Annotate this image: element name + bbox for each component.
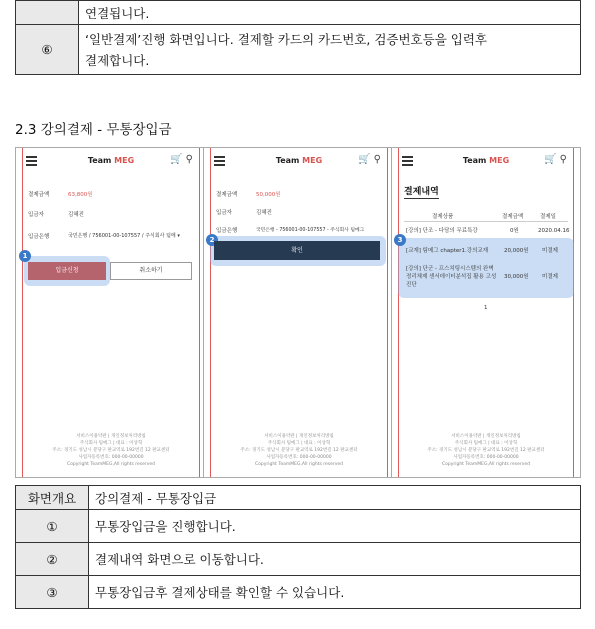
footer-copyright: Copyright TeamMEG,All rights reserved [254,462,344,467]
footer-company: 주식회사 팀메그 | 대표 : 이상혁 [79,441,143,446]
app-header [26,154,196,168]
col-amount: 결제금액 [502,214,524,220]
col-date: 결제일 [540,214,556,220]
logo: Team MEG [462,156,510,165]
col-product: 결제상품 [432,214,454,220]
row-3-product[interactable]: [강의] 단군 - 프스치팅시스템의 완벽정리체제 센서데이터분석집 활용 고성진단 [406,266,497,288]
cart-user-icons[interactable]: 🛒⚲ [358,154,384,165]
footer-copyright: Copyright TeamMEG,All rights reserved [66,462,156,467]
footer-links: 서비스이용약관 | 개인정보처리방침 [451,434,521,439]
logo: Team MEG [275,156,323,165]
desc-text-2: 결제내역 화면으로 이동합니다. [89,543,581,576]
amount-label: 결제금액 [28,192,50,198]
cart-user-icons[interactable]: 🛒⚲ [170,154,196,165]
footer-links: 서비스이용약관 | 개인정보처리방침 [264,434,334,439]
red-guide-line [199,148,200,477]
depositor-label: 입금자 [28,212,44,218]
footer-address: 주소: 경기도 성남시 분당구 판교역로 192번길 12 판교센터 [427,448,545,453]
amount-label: 결제금액 [216,192,238,198]
app-header [214,154,384,168]
footer-company: 주식회사 팀메그 | 대표 : 이상혁 [454,441,518,446]
row-2-product[interactable]: [교재] 팀메그 chapter1.강의교재 [406,248,489,254]
footer-bizno: 사업자등록번호: 000-00-00000 [453,455,519,460]
depositor-value: 김혜진 [256,210,272,216]
footer-bizno: 사업자등록번호: 000-00-00000 [78,455,144,460]
footer-copyright: Copyright TeamMEG,All rights reserved [441,462,531,467]
page-title: 결제내역 [404,184,439,199]
row2-num: ⑥ [16,25,79,75]
footer [392,433,580,468]
cart-user-icons[interactable]: 🛒⚲ [544,154,570,165]
footer [204,433,394,468]
row-2-amount: 20,000원 [504,248,529,254]
bank-label: 입금은행 [216,228,238,234]
screenshot-deposit-confirm [203,147,395,478]
desc-text-3: 무통장입금후 결제상태를 확인할 수 있습니다. [89,576,581,609]
desc-num-1: ① [16,510,89,543]
badge-3: 3 [394,234,406,246]
footer-bizno: 사업자등록번호: 000-00-00000 [266,455,332,460]
deposit-request-button[interactable]: 입금신청 [28,262,106,280]
logo: Team MEG [87,156,135,165]
row-1-status: 2020.04.16 [538,228,570,234]
row2-line1: ‘일반결제’진행 화면입니다. 결제할 카드의 카드번호, 검증번호등을 입력후 [85,31,487,47]
amount-value: 63,800원 [68,192,93,198]
cancel-button[interactable]: 취소하기 [110,262,192,280]
depositor-label: 입금자 [216,210,232,216]
overview-value: 강의결제 - 무통장입금 [89,486,581,510]
amount-value: 50,000원 [256,192,281,198]
footer-address: 주소: 경기도 성남시 분당구 판교역로 192번길 12 판교센터 [52,448,170,453]
section-title: 2.3 강의결제 - 무통장입금 [15,122,172,138]
empty-num-cell [16,1,79,25]
row2-line2: 결제합니다. [85,52,150,68]
red-guide-line [387,148,388,477]
row1-text: 연결됩니다. [79,1,581,25]
bank-value: 국민은행 - 756001-00-107557 - 주식회사 팀메그 [256,228,365,233]
bank-label: 입금은행 [28,234,50,240]
desc-text-1: 무통장입금을 진행합니다. [89,510,581,543]
red-guide-line [573,148,574,477]
app-header [402,154,570,168]
footer [16,433,206,468]
badge-2: 2 [206,234,218,246]
overview-label: 화면개요 [16,486,89,510]
footer-address: 주소: 경기도 성남시 분당구 판교역로 192번길 12 판교센터 [240,448,358,453]
confirm-button[interactable]: 확인 [214,241,380,260]
red-guide-line [22,148,23,477]
red-guide-line [210,148,211,477]
row-3-status: 미결제 [542,274,558,280]
desc-num-3: ③ [16,576,89,609]
row-1-amount: 0원 [510,228,519,234]
top-table [15,0,581,75]
screenshot-deposit-form [15,147,207,478]
row-1-product: [강의] 단조 - 다담의 무료특강 [406,228,478,234]
screenshot-payment-history [391,147,581,478]
depositor-value: 김혜진 [68,212,84,218]
footer-company: 주식회사 팀메그 | 대표 : 이상혁 [267,441,331,446]
table-divider [404,221,568,222]
row-2-status: 미결제 [542,248,558,254]
badge-1: 1 [19,250,31,262]
row-3-amount: 30,000원 [504,274,529,280]
desc-num-2: ② [16,543,89,576]
footer-links: 서비스이용약관 | 개인정보처리방침 [76,434,146,439]
description-table [15,485,581,609]
red-guide-line [398,148,399,477]
pagination[interactable]: 1 [484,305,488,311]
row2-text-cell [79,25,581,75]
bank-select[interactable]: 국민은행 / 756001-00-107557 / 주식회사 팀메 ▾ [68,233,180,239]
